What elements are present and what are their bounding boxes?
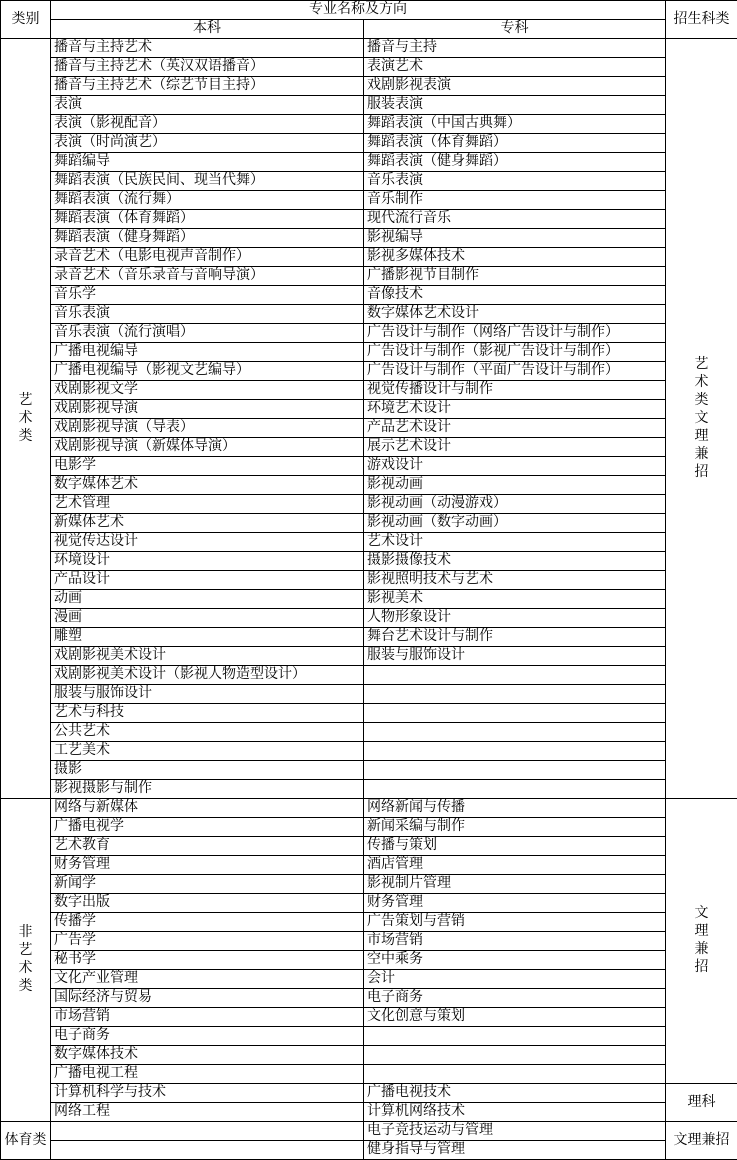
college-major-cell: 影视动画（动漫游戏） [364,495,666,514]
college-major-cell: 音乐制作 [364,191,666,210]
table-row [1,780,737,799]
undergraduate-major-cell: 播音与主持艺术（英汉双语播音） [51,58,364,77]
undergraduate-major-cell: 漫画 [51,609,364,628]
undergraduate-major-cell: 计算机科学与技术 [51,1084,364,1103]
college-major-cell: 影视动画 [364,476,666,495]
header-row-1 [1,1,737,20]
table-row [1,1046,737,1065]
table-row [1,609,737,628]
undergraduate-major-cell: 音乐学 [51,286,364,305]
table-row [1,647,737,666]
table-row [1,552,737,571]
category-cell: 艺 术 类 [1,39,51,799]
undergraduate-major-cell: 录音艺术（音乐录音与音响导演） [51,267,364,286]
table-row [1,229,737,248]
undergraduate-major-cell [51,1141,364,1160]
undergraduate-major-cell: 网络与新媒体 [51,799,364,818]
table-row [1,39,737,58]
header-category: 类别 [1,1,51,39]
header-row-2 [1,20,737,39]
table-row [1,742,737,761]
table-row [1,172,737,191]
college-major-cell: 广播电视技术 [364,1084,666,1103]
table-row [1,134,737,153]
undergraduate-major-cell: 戏剧影视导演（新媒体导演） [51,438,364,457]
table-row [1,77,737,96]
undergraduate-major-cell: 播音与主持艺术 [51,39,364,58]
table-row [1,951,737,970]
undergraduate-major-cell: 视觉传达设计 [51,533,364,552]
undergraduate-major-cell: 文化产业管理 [51,970,364,989]
table-row [1,666,737,685]
table-row [1,875,737,894]
table-row [1,837,737,856]
table-row [1,723,737,742]
table-row [1,58,737,77]
undergraduate-major-cell: 艺术与科技 [51,704,364,723]
header-admission: 招生科类 [666,1,737,39]
undergraduate-major-cell: 影视摄影与制作 [51,780,364,799]
college-major-cell: 影视动画（数字动画） [364,514,666,533]
undergraduate-major-cell: 工艺美术 [51,742,364,761]
table-row [1,324,737,343]
table-row [1,989,737,1008]
college-major-cell: 摄影摄像技术 [364,552,666,571]
table-row [1,628,737,647]
college-major-cell: 现代流行音乐 [364,210,666,229]
college-major-cell: 健身指导与管理 [364,1141,666,1160]
undergraduate-major-cell: 数字出版 [51,894,364,913]
college-major-cell: 空中乘务 [364,951,666,970]
college-major-cell: 服装表演 [364,96,666,115]
undergraduate-major-cell: 音乐表演（流行演唱） [51,324,364,343]
table-row [1,115,737,134]
undergraduate-major-cell: 舞蹈表演（体育舞蹈） [51,210,364,229]
undergraduate-major-cell: 网络工程 [51,1103,364,1122]
college-major-cell: 酒店管理 [364,856,666,875]
college-major-cell: 网络新闻与传播 [364,799,666,818]
table-row [1,913,737,932]
table-row [1,267,737,286]
undergraduate-major-cell: 舞蹈编导 [51,153,364,172]
undergraduate-major-cell: 公共艺术 [51,723,364,742]
undergraduate-major-cell: 表演（影视配音） [51,115,364,134]
college-major-cell [364,1065,666,1084]
undergraduate-major-cell: 新闻学 [51,875,364,894]
college-major-cell: 市场营销 [364,932,666,951]
college-major-cell: 影视制片管理 [364,875,666,894]
undergraduate-major-cell: 戏剧影视导演 [51,400,364,419]
table-row [1,761,737,780]
undergraduate-major-cell: 戏剧影视文学 [51,381,364,400]
undergraduate-major-cell: 雕塑 [51,628,364,647]
table-row [1,1103,737,1122]
header-major-names: 专业名称及方向 [51,1,666,20]
table-row [1,343,737,362]
college-major-cell: 广告设计与制作（影视广告设计与制作） [364,343,666,362]
college-major-cell: 播音与主持 [364,39,666,58]
college-major-cell: 财务管理 [364,894,666,913]
undergraduate-major-cell: 录音艺术（电影电视声音制作） [51,248,364,267]
college-major-cell: 表演艺术 [364,58,666,77]
undergraduate-major-cell: 新媒体艺术 [51,514,364,533]
table-row [1,571,737,590]
table-body [1,39,737,1160]
undergraduate-major-cell: 市场营销 [51,1008,364,1027]
table-row [1,457,737,476]
college-major-cell: 舞蹈表演（健身舞蹈） [364,153,666,172]
undergraduate-major-cell: 舞蹈表演（流行舞） [51,191,364,210]
undergraduate-major-cell: 动画 [51,590,364,609]
college-major-cell: 传播与策划 [364,837,666,856]
college-major-cell: 音乐表演 [364,172,666,191]
table-row [1,685,737,704]
college-major-cell: 电子商务 [364,989,666,1008]
undergraduate-major-cell: 摄影 [51,761,364,780]
table-row [1,514,737,533]
college-major-cell: 展示艺术设计 [364,438,666,457]
table-row [1,96,737,115]
college-major-cell: 环境艺术设计 [364,400,666,419]
table-row [1,894,737,913]
table-row [1,191,737,210]
undergraduate-major-cell: 表演（时尚演艺） [51,134,364,153]
college-major-cell [364,742,666,761]
table-row [1,1122,737,1141]
college-major-cell: 数字媒体艺术设计 [364,305,666,324]
college-major-cell: 产品艺术设计 [364,419,666,438]
undergraduate-major-cell: 国际经济与贸易 [51,989,364,1008]
college-major-cell [364,704,666,723]
undergraduate-major-cell: 广播电视编导（影视文艺编导） [51,362,364,381]
undergraduate-major-cell: 戏剧影视导演（导表） [51,419,364,438]
college-major-cell [364,1046,666,1065]
table-row [1,932,737,951]
college-major-cell: 广播影视节目制作 [364,267,666,286]
table-row [1,856,737,875]
college-major-cell: 舞台艺术设计与制作 [364,628,666,647]
admission-type-cell: 文理兼招 [666,1122,737,1160]
table-row [1,476,737,495]
undergraduate-major-cell: 戏剧影视美术设计（影视人物造型设计） [51,666,364,685]
college-major-cell: 计算机网络技术 [364,1103,666,1122]
college-major-cell: 影视照明技术与艺术 [364,571,666,590]
table-row [1,799,737,818]
table-row [1,248,737,267]
header-college: 专科 [364,20,666,39]
undergraduate-major-cell: 戏剧影视美术设计 [51,647,364,666]
undergraduate-major-cell: 传播学 [51,913,364,932]
table-row [1,362,737,381]
undergraduate-major-cell: 环境设计 [51,552,364,571]
table-row [1,286,737,305]
undergraduate-major-cell: 秘书学 [51,951,364,970]
undergraduate-major-cell: 服装与服饰设计 [51,685,364,704]
college-major-cell [364,723,666,742]
undergraduate-major-cell: 艺术教育 [51,837,364,856]
undergraduate-major-cell: 广播电视学 [51,818,364,837]
undergraduate-major-cell: 广播电视工程 [51,1065,364,1084]
table-row [1,970,737,989]
undergraduate-major-cell: 广播电视编导 [51,343,364,362]
college-major-cell: 影视美术 [364,590,666,609]
table-row [1,1008,737,1027]
admission-type-cell: 艺 术 类 文 理 兼 招 [666,39,737,799]
college-major-cell: 视觉传播设计与制作 [364,381,666,400]
college-major-cell [364,685,666,704]
undergraduate-major-cell: 数字媒体技术 [51,1046,364,1065]
undergraduate-major-cell: 表演 [51,96,364,115]
college-major-cell: 服装与服饰设计 [364,647,666,666]
table-row [1,495,737,514]
undergraduate-major-cell: 广告学 [51,932,364,951]
college-major-cell: 广告设计与制作（平面广告设计与制作） [364,362,666,381]
college-major-cell: 会计 [364,970,666,989]
undergraduate-major-cell: 财务管理 [51,856,364,875]
undergraduate-major-cell: 播音与主持艺术（综艺节目主持） [51,77,364,96]
table-row [1,1065,737,1084]
college-major-cell: 文化创意与策划 [364,1008,666,1027]
table-row [1,438,737,457]
table-row [1,1141,737,1160]
college-major-cell: 影视多媒体技术 [364,248,666,267]
table-row [1,704,737,723]
table-row [1,153,737,172]
table-row [1,1027,737,1046]
table-row [1,419,737,438]
table-row [1,533,737,552]
table-header [1,1,737,39]
table-row [1,590,737,609]
college-major-cell: 游戏设计 [364,457,666,476]
undergraduate-major-cell [51,1122,364,1141]
college-major-cell [364,1027,666,1046]
college-major-cell [364,780,666,799]
college-major-cell: 电子竞技运动与管理 [364,1122,666,1141]
undergraduate-major-cell: 电子商务 [51,1027,364,1046]
undergraduate-major-cell: 音乐表演 [51,305,364,324]
college-major-cell: 人物形象设计 [364,609,666,628]
college-major-cell: 广告设计与制作（网络广告设计与制作） [364,324,666,343]
table-row [1,818,737,837]
college-major-cell: 戏剧影视表演 [364,77,666,96]
table-row [1,305,737,324]
undergraduate-major-cell: 产品设计 [51,571,364,590]
admission-type-cell: 理科 [666,1084,737,1122]
category-cell: 体育类 [1,1122,51,1160]
undergraduate-major-cell: 舞蹈表演（民族民间、现当代舞） [51,172,364,191]
college-major-cell [364,761,666,780]
college-major-cell [364,666,666,685]
college-major-cell: 广告策划与营销 [364,913,666,932]
undergraduate-major-cell: 艺术管理 [51,495,364,514]
header-undergraduate: 本科 [51,20,364,39]
college-major-cell: 影视编导 [364,229,666,248]
table-row [1,400,737,419]
college-major-cell: 舞蹈表演（中国古典舞） [364,115,666,134]
undergraduate-major-cell: 数字媒体艺术 [51,476,364,495]
table-row [1,1084,737,1103]
college-major-cell: 新闻采编与制作 [364,818,666,837]
college-major-cell: 舞蹈表演（体育舞蹈） [364,134,666,153]
table-row [1,210,737,229]
college-major-cell: 音像技术 [364,286,666,305]
category-cell: 非 艺 术 类 [1,799,51,1122]
admission-type-cell: 文 理 兼 招 [666,799,737,1084]
table-row [1,381,737,400]
undergraduate-major-cell: 舞蹈表演（健身舞蹈） [51,229,364,248]
college-major-cell: 艺术设计 [364,533,666,552]
undergraduate-major-cell: 电影学 [51,457,364,476]
